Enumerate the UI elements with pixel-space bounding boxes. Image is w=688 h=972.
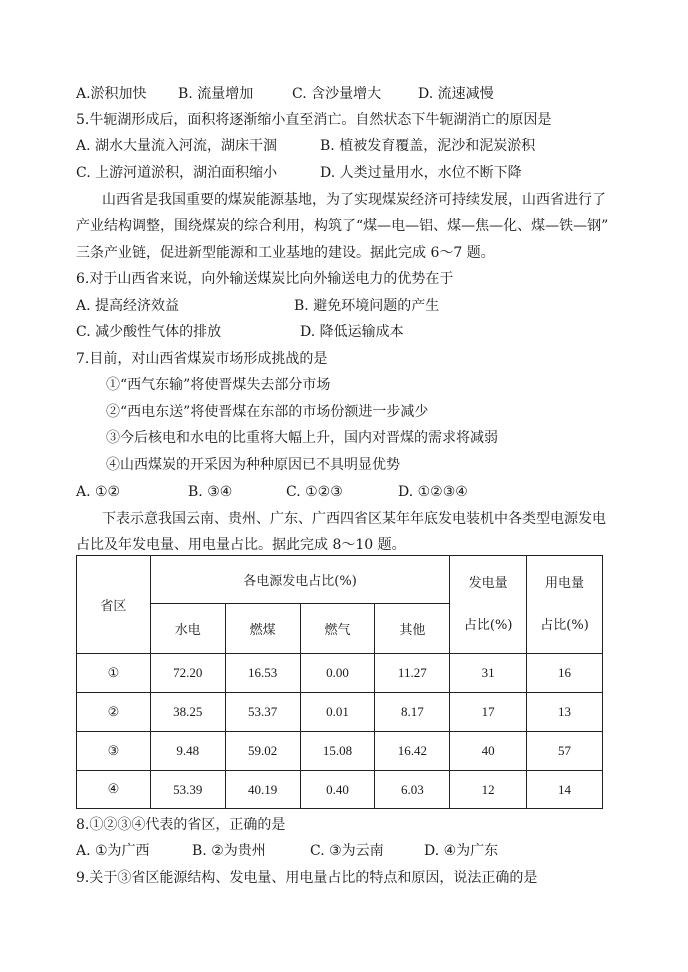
cell-consumption: 57 [527,732,603,771]
cell-coal: 16.53 [225,654,300,693]
table-row [77,732,603,771]
q4-option-c: C. 含沙量增大 [292,86,382,102]
passage1-line-2: 产业结构调整，围绕煤炭的综合利用，构筑了“煤—电—铝、煤—焦—化、煤—铁—钢” [76,218,609,234]
q8-stem: 8.①②③④代表的省区，正确的是 [76,817,286,833]
header-province: 省区 [77,556,151,654]
cell-coal: 40.19 [225,771,300,809]
q7-option-c: C. ①②③ [286,484,343,500]
q7-option-d: D. ①②③④ [398,484,468,500]
q5-option-a: A. 湖水大量流入河流，湖床干涸 [76,138,278,154]
q6-option-b: B. 避免环境问题的产生 [294,298,440,314]
q4-option-d: D. 流速减慢 [418,86,494,102]
cell-hydro: 72.20 [150,654,225,693]
header-other: 其他 [375,604,450,654]
q6-stem: 6.对于山西省来说，向外输送煤炭比向外输送电力的优势在于 [76,271,454,287]
q4-option-a: A.淤积加快 [76,86,147,102]
q6-option-c: C. 减少酸性气体的排放 [76,324,222,340]
q7-item-1: ①“西气东输”将使晋煤失去部分市场 [106,377,331,393]
q7-item-4: ④山西煤炭的开采因为种种原因已不具明显优势 [106,457,400,473]
cell-other: 8.17 [375,693,450,732]
header-source-share: 各电源发电占比(%) [150,556,449,604]
cell-consumption: 13 [527,693,603,732]
q7-stem: 7.目前，对山西省煤炭市场形成挑战的是 [76,351,328,367]
q9-stem: 9.关于③省区能源结构、发电量、用电量占比的特点和原因，说法正确的是 [76,870,538,886]
passage2-line-1: 下表示意我国云南、贵州、广东、广西四省区某年年底发电装机中各类型电源发电 [102,511,606,527]
row-label: ④ [77,771,151,809]
table-row [77,693,603,732]
table-row [77,654,603,693]
q5-stem: 5.牛轭湖形成后，面积将逐渐缩小直至消亡。自然状态下牛轭湖消亡的原因是 [76,112,552,128]
q7-option-b: B. ③④ [188,484,233,500]
q5-option-d: D. 人类过量用水，水位不断下降 [320,165,522,181]
header-hydro: 水电 [150,604,225,654]
row-label: ② [77,693,151,732]
cell-gas: 0.01 [300,693,375,732]
cell-coal: 53.37 [225,693,300,732]
cell-other: 16.42 [375,732,450,771]
cell-hydro: 53.39 [150,771,225,809]
q4-option-b: B. 流量增加 [178,86,254,102]
cell-gas: 0.40 [300,771,375,809]
header-gas: 燃气 [300,604,375,654]
q8-option-a: A. ①为广西 [76,843,150,859]
header-coal: 燃煤 [225,604,300,654]
q8-option-c: C. ③为云南 [310,843,384,859]
q7-item-2: ②“西电东送”将使晋煤在东部的市场份额进一步减少 [106,404,429,420]
q5-option-b: B. 植被发育覆盖，泥沙和泥炭淤积 [320,138,536,154]
cell-generation: 12 [450,771,527,809]
cell-coal: 59.02 [225,732,300,771]
cell-other: 11.27 [375,654,450,693]
table-header-row [77,556,603,604]
q8-option-d: D. ④为广东 [424,843,499,859]
q6-option-a: A. 提高经济效益 [76,298,180,314]
cell-generation: 31 [450,654,527,693]
cell-hydro: 9.48 [150,732,225,771]
cell-consumption: 16 [527,654,603,693]
row-label: ① [77,654,151,693]
q7-item-3: ③今后核电和水电的比重将大幅上升，国内对晋煤的需求将减弱 [106,430,498,446]
cell-hydro: 38.25 [150,693,225,732]
header-consumption-share: 用电量 占比(%) [527,556,603,654]
q5-option-c: C. 上游河道淤积，湖泊面积缩小 [76,165,278,181]
row-label: ③ [77,732,151,771]
q6-option-d: D. 降低运输成本 [300,324,404,340]
q8-option-b: B. ②为贵州 [192,843,266,859]
passage1-line-1: 山西省是我国重要的煤炭能源基地，为了实现煤炭经济可持续发展，山西省进行了 [102,192,606,208]
power-data-table [76,555,603,809]
table-row [77,771,603,809]
passage1-line-3: 三条产业链，促进新型能源和工业基地的建设。据此完成 6～7 题。 [76,245,495,261]
q7-option-a: A. ①② [76,484,121,500]
cell-gas: 15.08 [300,732,375,771]
header-generation-share: 发电量 占比(%) [450,556,527,654]
cell-gas: 0.00 [300,654,375,693]
cell-consumption: 14 [527,771,603,809]
cell-generation: 40 [450,732,527,771]
cell-generation: 17 [450,693,527,732]
cell-other: 6.03 [375,771,450,809]
passage2-line-2: 占比及年发电量、用电量占比。据此完成 8～10 题。 [76,537,406,553]
